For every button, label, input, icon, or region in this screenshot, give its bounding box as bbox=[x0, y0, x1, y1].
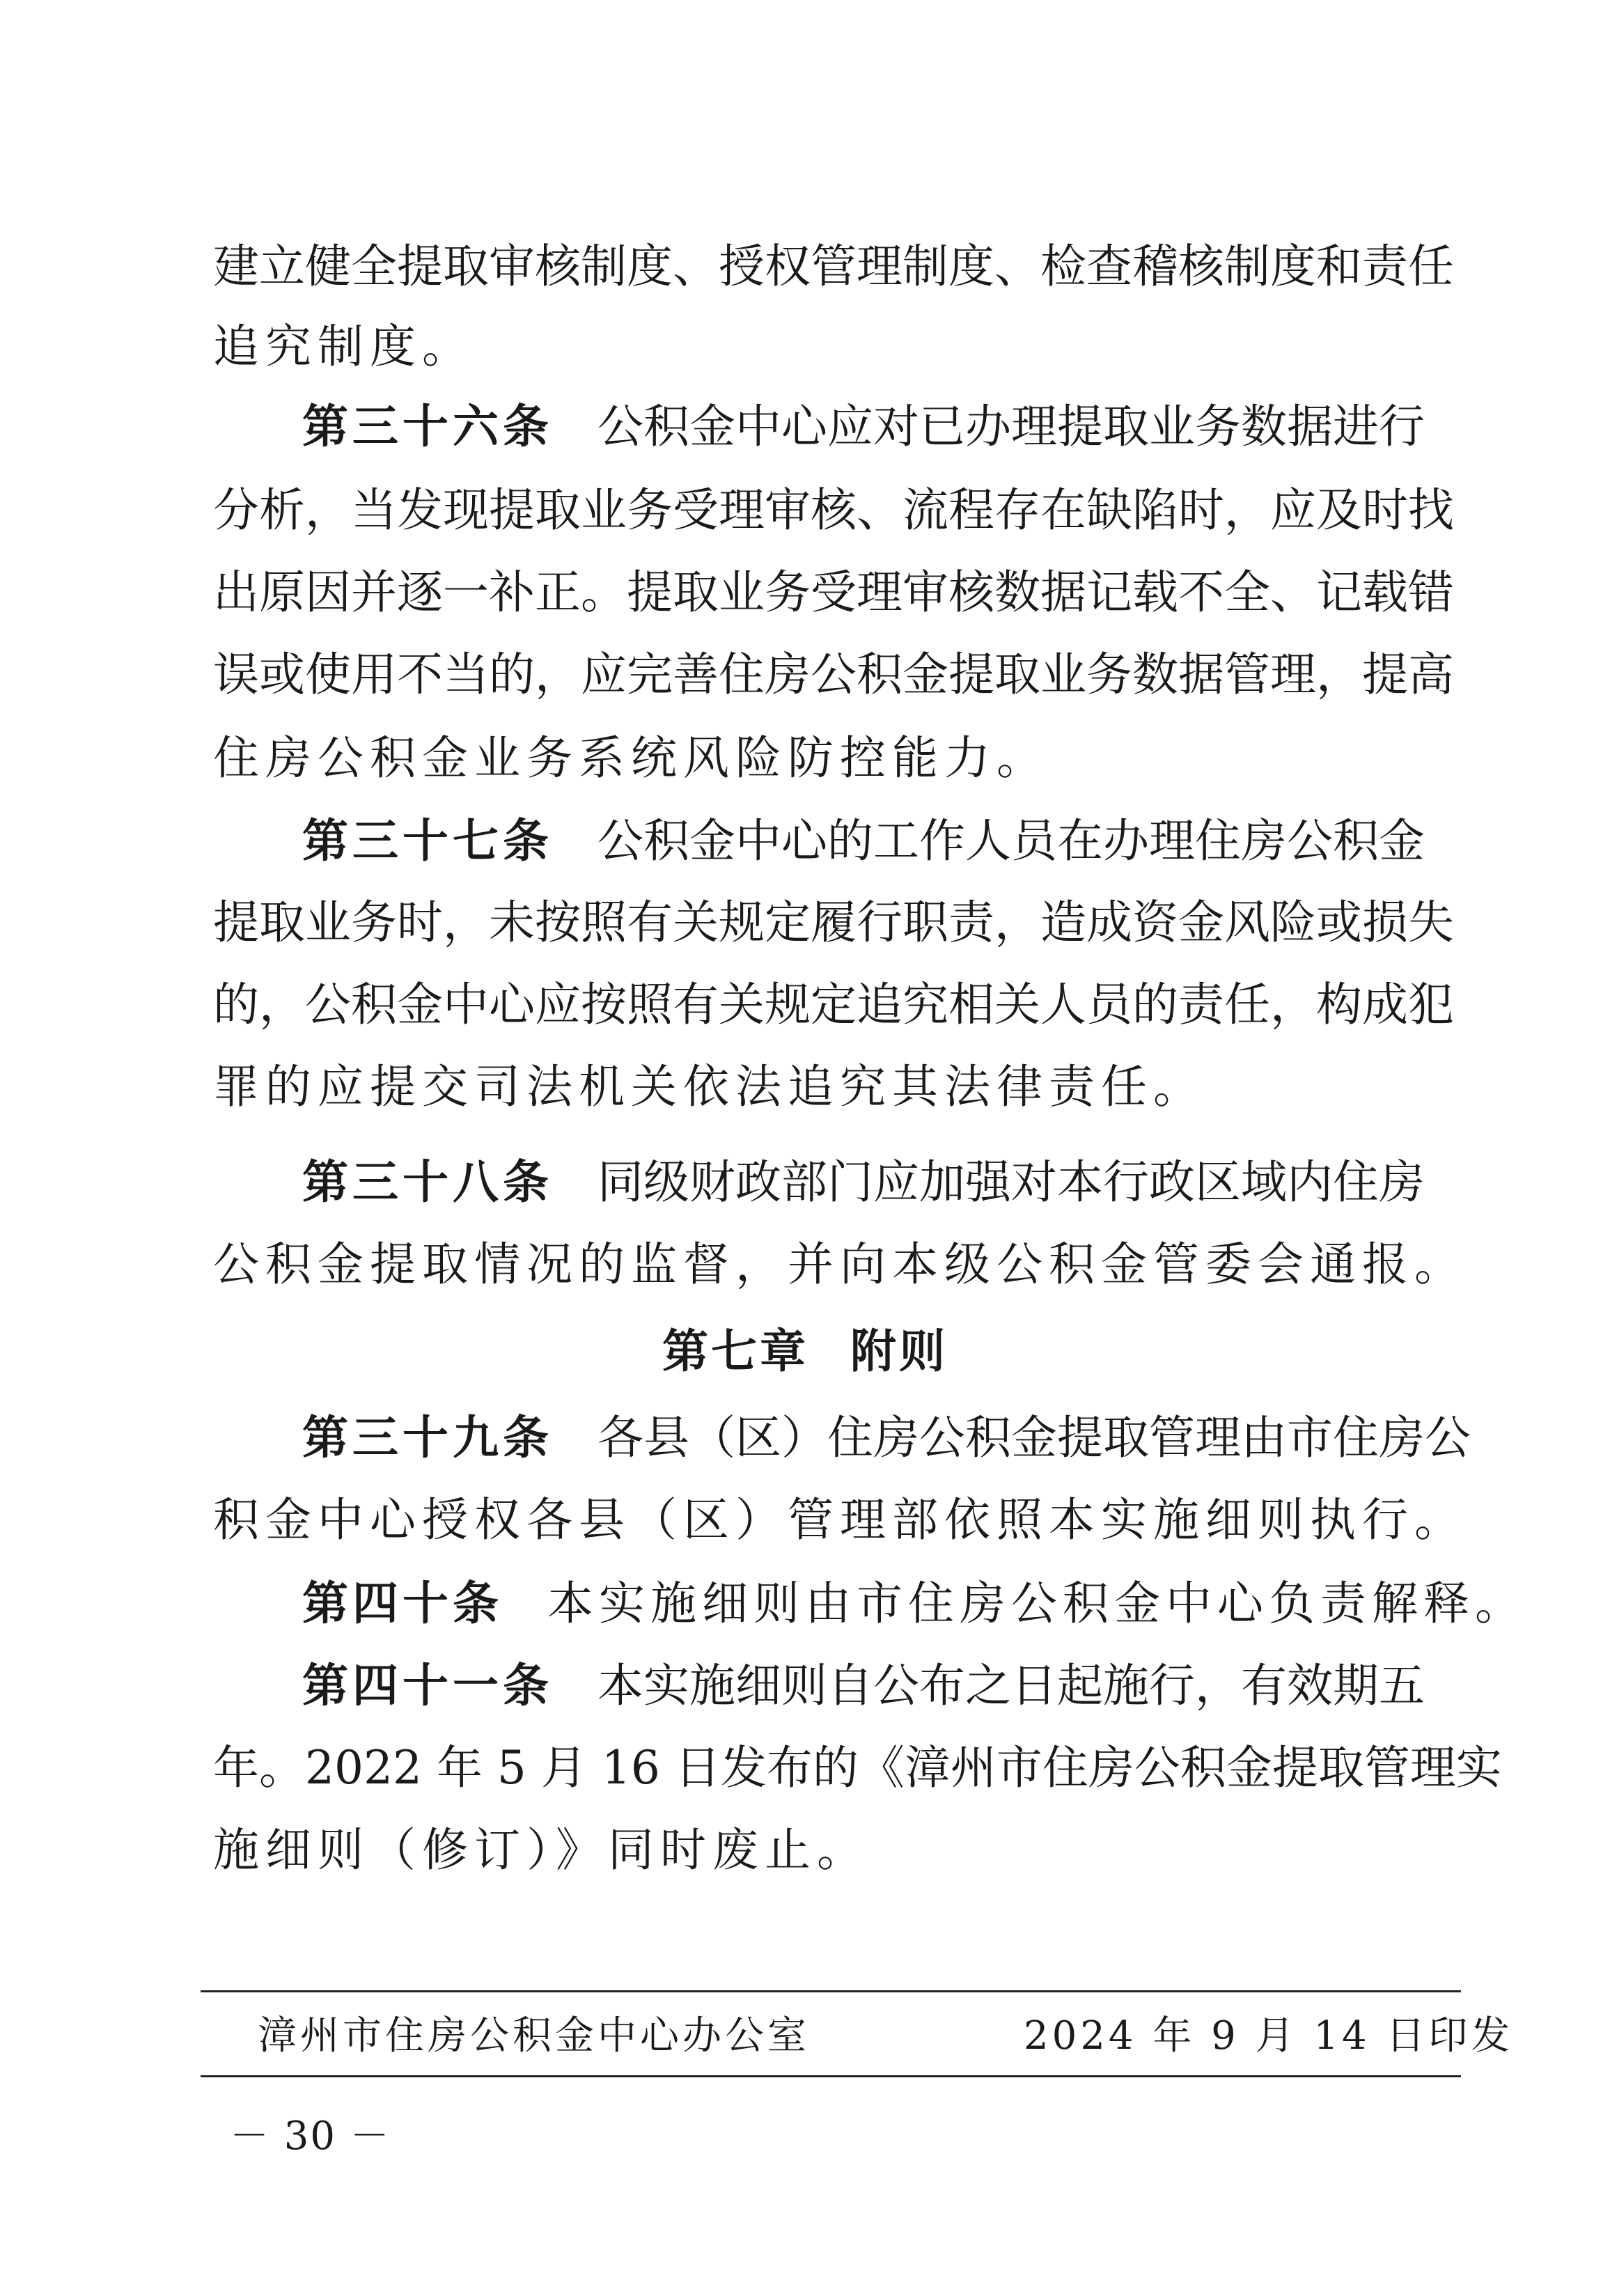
article-text: 各县（区）住房公积金提取管理由市住房公 bbox=[597, 1411, 1471, 1465]
article-text: 同级财政部门应加强对本行政区域内住房 bbox=[597, 1155, 1425, 1209]
article-heading: 第三十七条 bbox=[302, 814, 553, 868]
chapter-title: 附则 bbox=[850, 1325, 948, 1378]
article-heading: 第四十条 bbox=[302, 1577, 503, 1630]
article-text: 公积金中心的工作人员在办理住房公积金 bbox=[597, 814, 1425, 868]
footer-issuer: 漳州市住房公积金中心办公室 bbox=[258, 2013, 810, 2059]
body-line: 分析，当发现提取业务受理审核、流程存在缺陷时，应及时找 bbox=[213, 483, 1454, 537]
body-line: 的，公积金中心应按照有关规定追究相关人员的责任，构成犯 bbox=[213, 978, 1454, 1031]
body-line: 追究制度。 bbox=[213, 320, 474, 373]
article-37 bbox=[213, 814, 1425, 868]
article-heading: 第三十八条 bbox=[302, 1155, 553, 1209]
body-line: 建立健全提取审核制度、授权管理制度、检查稽核制度和责任 bbox=[213, 240, 1454, 293]
body-line: 误或使用不当的，应完善住房公积金提取业务数据管理，提高 bbox=[213, 648, 1454, 701]
article-heading: 第四十一条 bbox=[302, 1659, 553, 1712]
chapter-heading bbox=[0, 1325, 1610, 1378]
footer-top-rule bbox=[201, 1990, 1461, 1992]
article-41 bbox=[213, 1659, 1425, 1712]
body-line: 公积金提取情况的监督，并向本级公积金管委会通报。 bbox=[213, 1237, 1467, 1291]
chapter-number: 第七章 bbox=[662, 1325, 808, 1378]
body-line: 罪的应提交司法机关依法追究其法律责任。 bbox=[213, 1060, 1205, 1114]
article-text: 公积金中心应对已办理提取业务数据进行 bbox=[597, 400, 1425, 453]
article-39 bbox=[213, 1411, 1471, 1465]
article-heading: 第三十六条 bbox=[302, 400, 553, 453]
article-36 bbox=[213, 400, 1425, 453]
body-line: 积金中心授权各县（区）管理部依照本实施细则执行。 bbox=[213, 1493, 1467, 1547]
body-line: 年。2022 年 5 月 16 日发布的《漳州市住房公积金提取管理实 bbox=[213, 1741, 1502, 1795]
article-text: 本实施细则由市住房公积金中心负责解释。 bbox=[547, 1577, 1526, 1630]
body-line: 施细则（修订）》同时废止。 bbox=[213, 1823, 869, 1877]
body-line: 出原因并逐一补正。提取业务受理审核数据记载不全、记载错 bbox=[213, 565, 1454, 619]
body-line: 住房公积金业务系统风险防控能力。 bbox=[213, 731, 1049, 785]
article-38 bbox=[213, 1155, 1425, 1209]
article-text: 本实施细则自公布之日起施行，有效期五 bbox=[597, 1659, 1425, 1712]
body-line: 提取业务时，未按照有关规定履行职责，造成资金风险或损失 bbox=[213, 896, 1454, 949]
footer-date: 2024 年 9 月 14 日印发 bbox=[1024, 2013, 1514, 2059]
article-40 bbox=[213, 1577, 1526, 1630]
article-heading: 第三十九条 bbox=[302, 1411, 553, 1465]
page-number: － 30 － bbox=[230, 2114, 391, 2159]
footer-bottom-rule bbox=[201, 2075, 1461, 2077]
